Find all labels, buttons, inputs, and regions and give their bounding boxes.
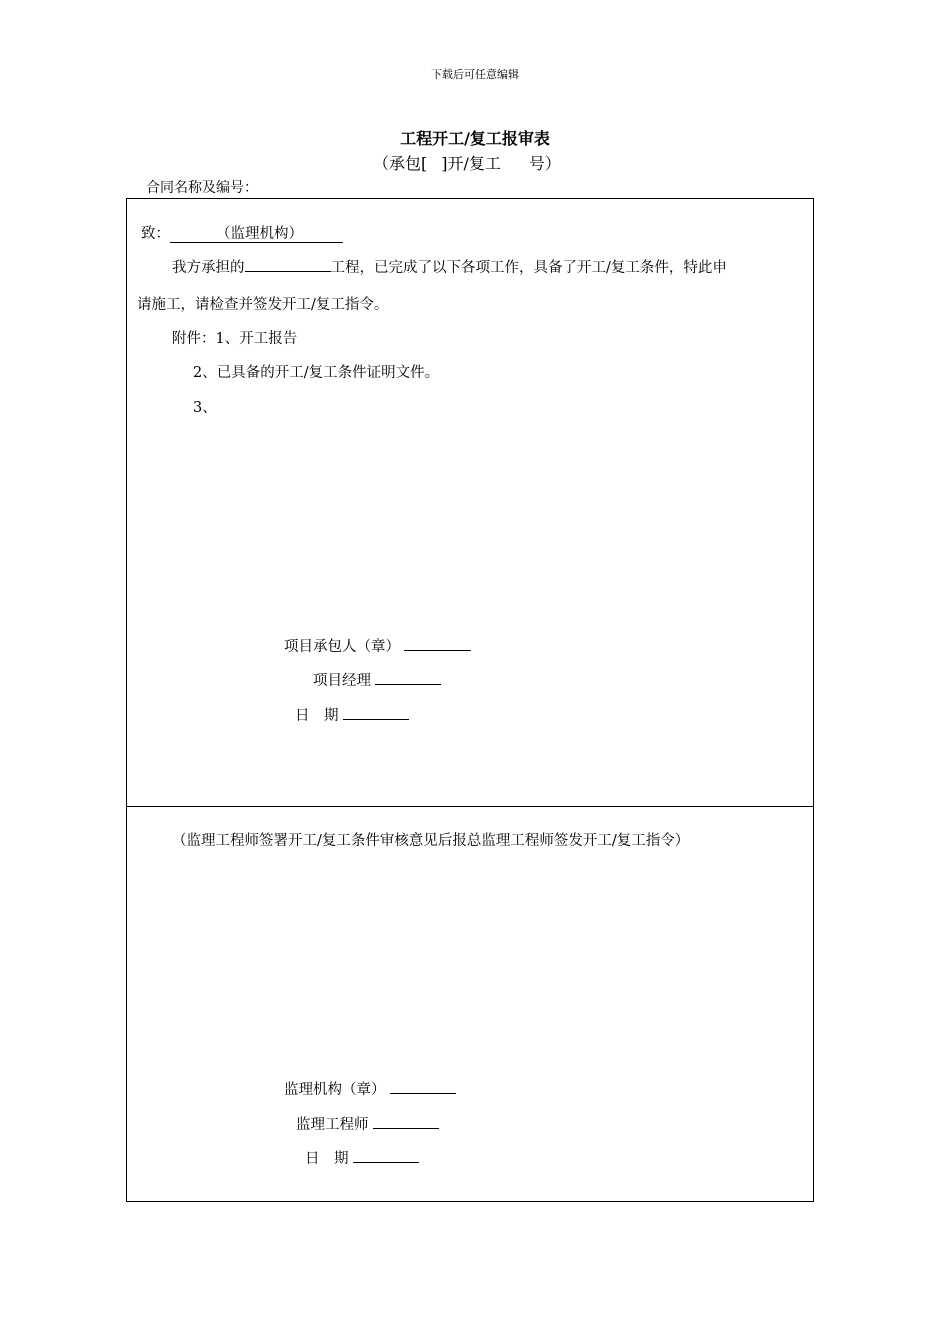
contractor-signature-line (284, 635, 471, 656)
contractor-date-blank[interactable] (343, 704, 409, 720)
subtitle-middle: ]开/复工 (441, 154, 501, 173)
attachment-1: 附件：1、开工报告 (172, 331, 298, 347)
form-subtitle (373, 151, 561, 174)
manager-signature-label: 项目经理 (313, 673, 371, 689)
section-divider (126, 806, 814, 807)
supervision-org-line (284, 1078, 456, 1099)
contractor-signature-label: 项目承包人（章） (284, 639, 400, 655)
addressee-value: （监理机构） (216, 226, 303, 242)
supervision-engineer-line (296, 1113, 439, 1134)
form-title: 工程开工/复工报审表 (400, 129, 550, 148)
addressee-field[interactable] (170, 226, 343, 243)
supervision-date-label: 日 期 (305, 1151, 349, 1167)
supervision-instruction: （监理工程师签署开工/复工条件审核意见后报总监理工程师签发开工/复工指令） (172, 833, 690, 849)
attachment-3: 3、 (193, 400, 217, 416)
header-note: 下载后可任意编辑 (431, 68, 519, 81)
subtitle-suffix: 号） (528, 154, 561, 173)
supervision-date-line (305, 1147, 419, 1168)
supervision-engineer-label: 监理工程师 (296, 1117, 369, 1133)
contractor-date-line (295, 704, 409, 725)
manager-signature-blank[interactable] (375, 669, 441, 685)
addressee-line (141, 222, 343, 243)
subtitle-prefix: （承包[ (373, 154, 428, 173)
supervision-org-blank[interactable] (390, 1078, 456, 1094)
addressee-label: 致： (141, 226, 170, 242)
contractor-signature-blank[interactable] (404, 635, 471, 651)
statement-suffix: 工程，已完成了以下各项工作，具备了开工/复工条件，特此申 (330, 260, 727, 276)
contractor-date-label: 日 期 (295, 708, 339, 724)
contract-label: 合同名称及编号： (146, 180, 258, 196)
attachment-2: 2、已具备的开工/复工条件证明文件。 (193, 365, 440, 381)
supervision-date-blank[interactable] (353, 1147, 419, 1163)
supervision-org-label: 监理机构（章） (284, 1082, 386, 1098)
statement-prefix: 我方承担的 (172, 260, 245, 276)
project-name-blank[interactable] (245, 256, 331, 272)
statement-line-1 (172, 256, 727, 277)
form-table (126, 198, 814, 1202)
manager-signature-line (313, 669, 441, 690)
statement-line-2: 请施工，请检查并签发开工/复工指令。 (137, 297, 389, 313)
supervision-engineer-blank[interactable] (373, 1113, 439, 1129)
